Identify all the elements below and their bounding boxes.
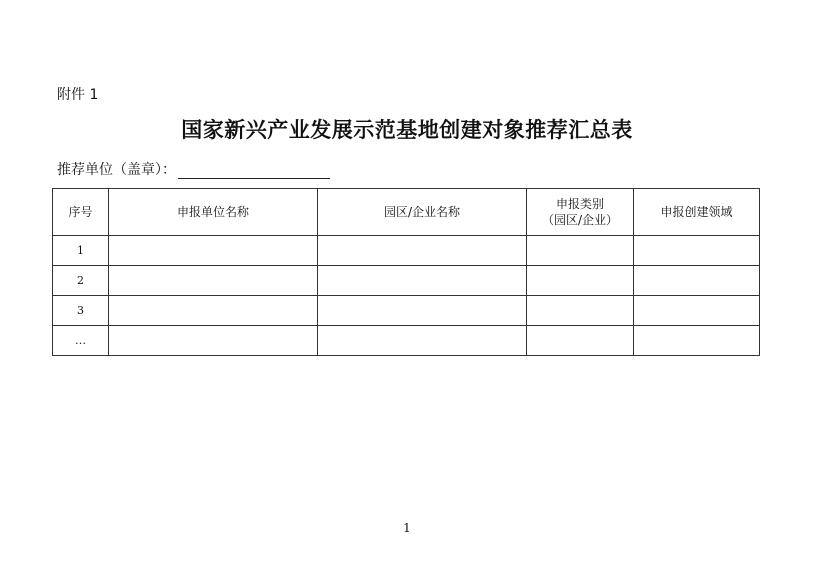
header-category-line1: 申报类别 [555,197,604,211]
cell-serial: 3 [53,296,109,326]
table-row [53,326,760,356]
cell-applicant [109,326,318,356]
cell-field [634,296,760,326]
header-park-enterprise-name: 园区/企业名称 [318,189,527,236]
cell-applicant [109,266,318,296]
cell-applicant [109,296,318,326]
summary-table [52,188,760,356]
cell-category [527,266,634,296]
cell-park-enterprise [318,266,527,296]
cell-category [527,296,634,326]
cell-park-enterprise [318,326,527,356]
header-category-line2: （园区/企业） [541,213,619,227]
cell-park-enterprise [318,296,527,326]
cell-category [527,326,634,356]
recommending-unit-label: 推荐单位（盖章）： [57,162,176,178]
cell-serial: … [53,326,109,356]
cell-serial: 1 [53,236,109,266]
table-header-row [53,189,760,236]
cell-applicant [109,236,318,266]
cell-field [634,326,760,356]
cell-field [634,266,760,296]
cell-serial: 2 [53,266,109,296]
header-applicant-name: 申报单位名称 [109,189,318,236]
document-title: 国家新兴产业发展示范基地创建对象推荐汇总表 [181,117,633,142]
recommending-unit-line [57,161,330,179]
header-category [527,189,634,236]
table-row [53,266,760,296]
header-serial: 序号 [53,189,109,236]
attachment-label: 附件 1 [57,87,99,103]
cell-field [634,236,760,266]
header-field: 申报创建领域 [634,189,760,236]
page-number: 1 [403,521,411,535]
cell-park-enterprise [318,236,527,266]
table-row [53,296,760,326]
cell-category [527,236,634,266]
table-row [53,236,760,266]
recommending-unit-blank [178,164,330,179]
